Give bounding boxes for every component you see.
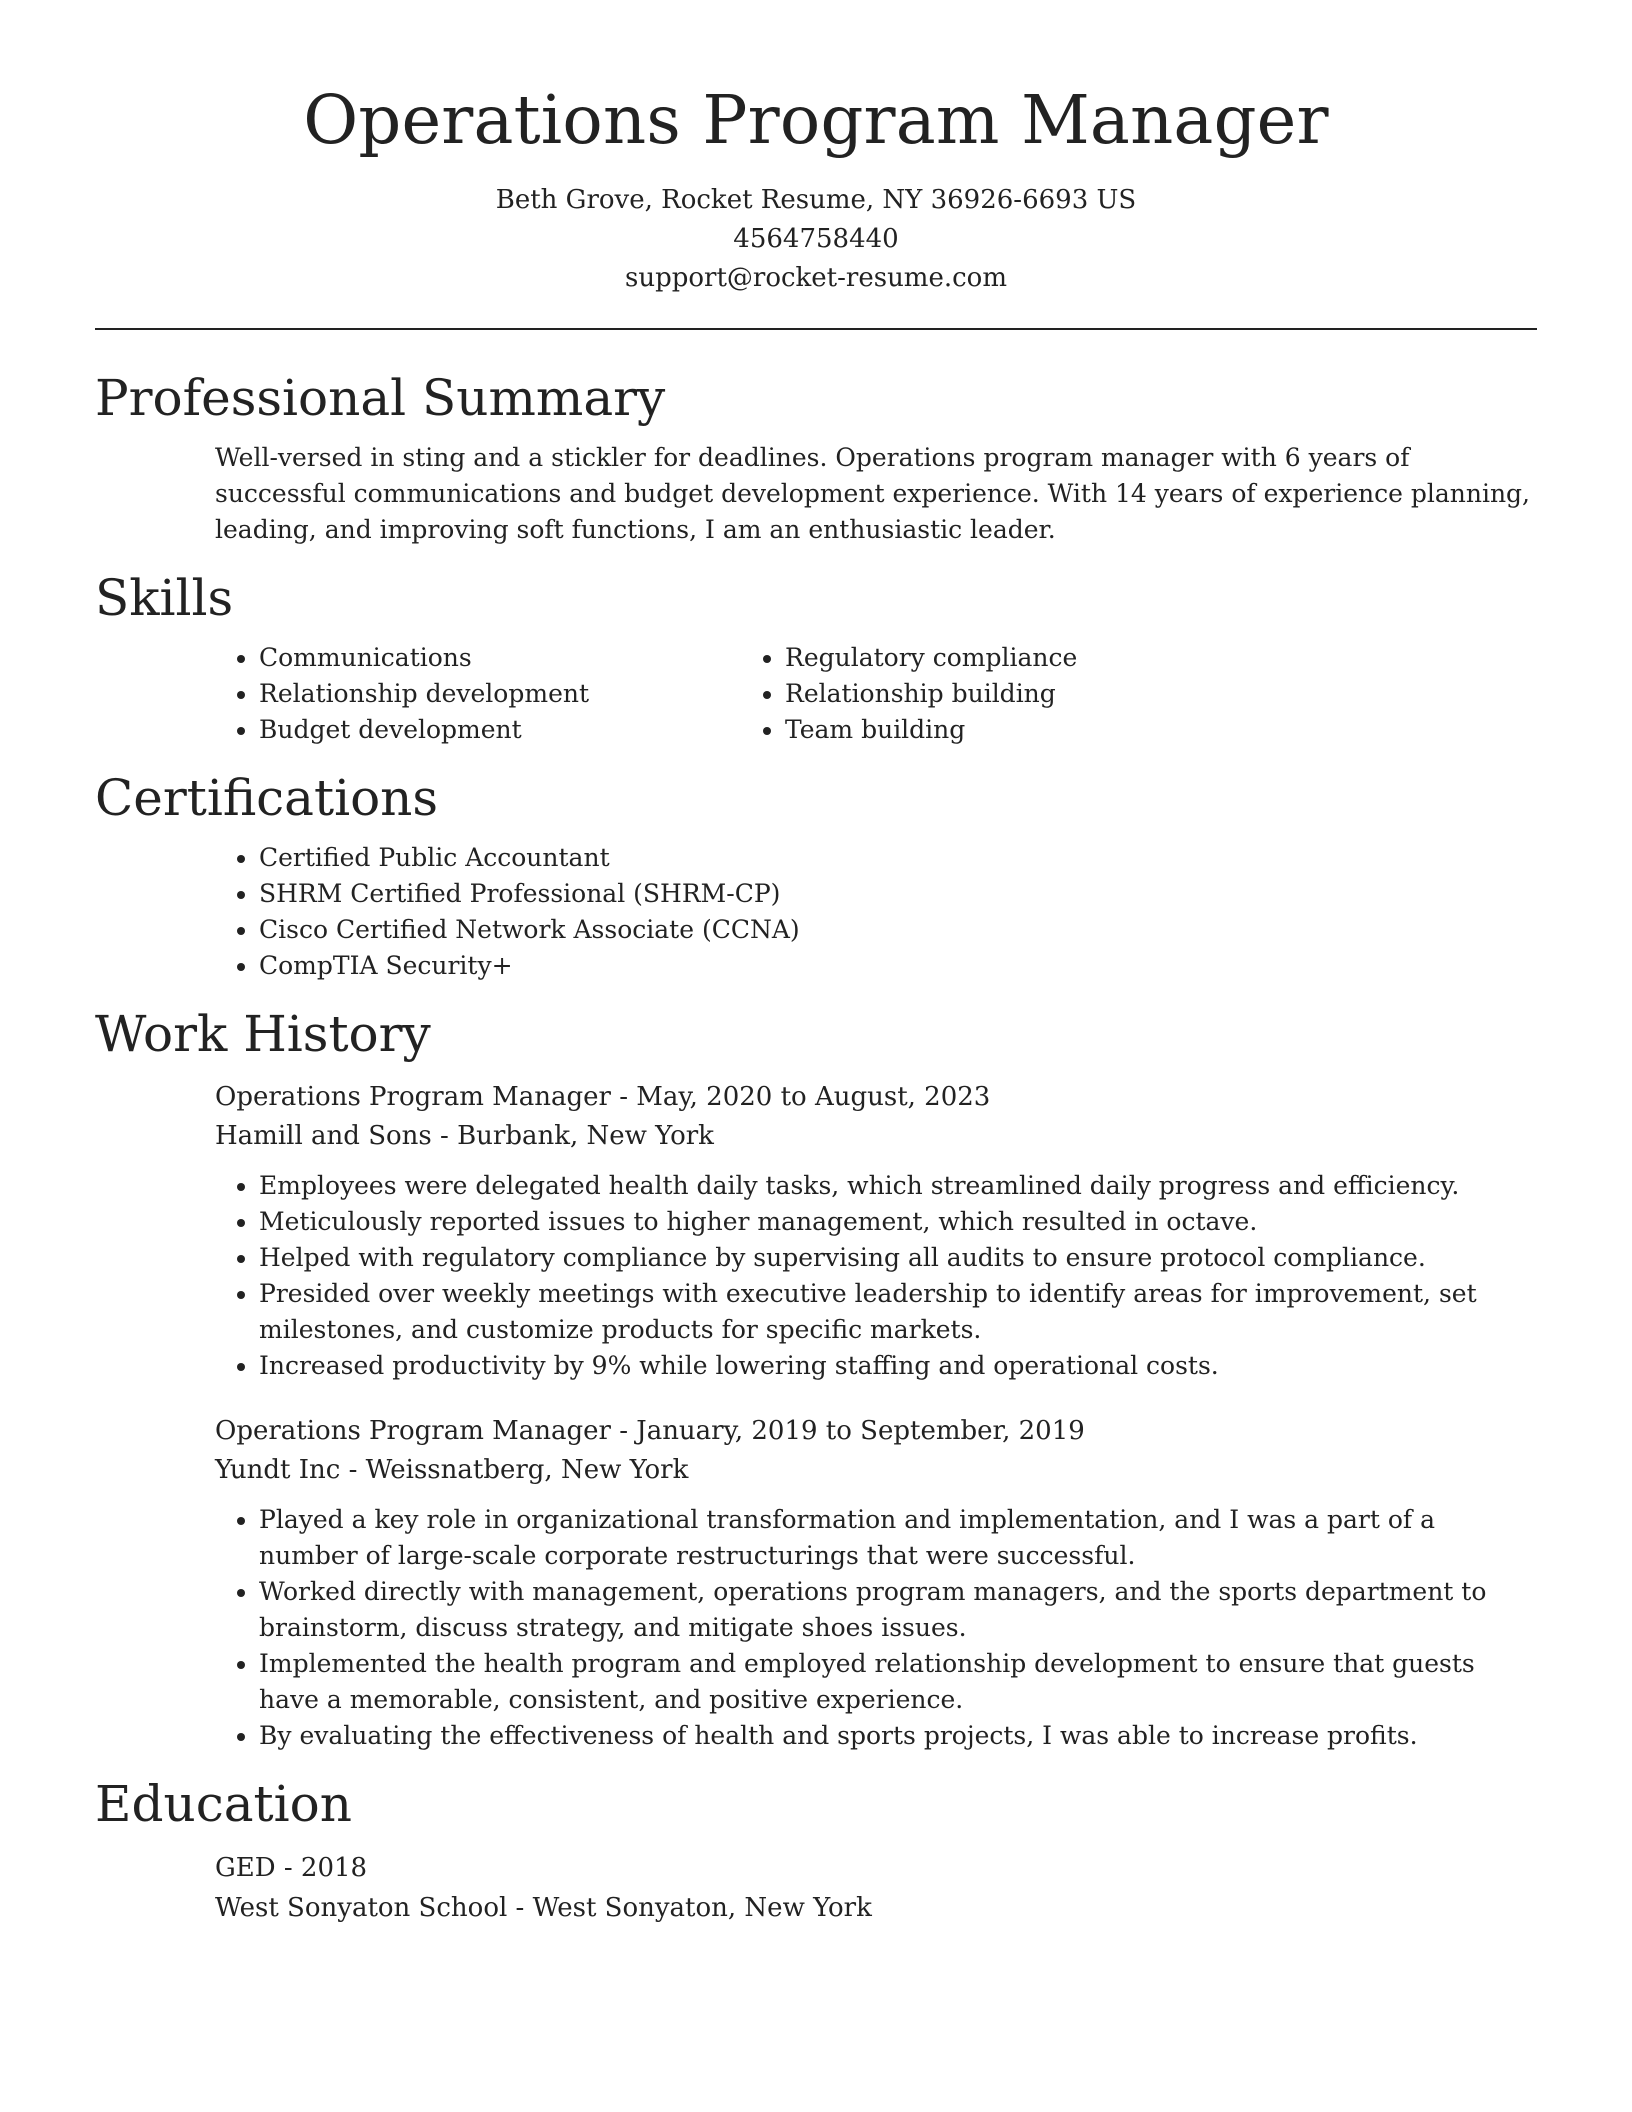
job-title: Operations Program Manager: [215, 1416, 611, 1447]
certification-item: • Cisco Certified Network Associate (CCNA): [259, 912, 1537, 948]
skill-item: • Relationship development: [259, 676, 741, 712]
education-school-line: [95, 1888, 1537, 1928]
job-bullet: • Presided over weekly meetings with executive leadership to identify areas for improvement, set milestones, and customize products for specific markets.: [259, 1276, 1537, 1348]
education-year: - 2018: [275, 1853, 368, 1884]
resume-header: [95, 0, 1537, 298]
job-bullet: • Implemented the health program and employed relationship development to ensure that guests have a memorable, consistent, and positive experience.: [259, 1646, 1537, 1718]
job-dates: - May, 2020 to August, 2023: [610, 1082, 991, 1113]
job-bullet: • Meticulously reported issues to higher management, which resulted in octave.: [259, 1204, 1537, 1240]
skill-item: • Budget development: [259, 712, 741, 748]
skill-item: • Relationship building: [785, 676, 1077, 712]
job-bullet: • Employees were delegated health daily tasks, which streamlined daily progress and efficiency.: [259, 1168, 1537, 1204]
job-bullet: • Helped with regulatory compliance by supervising all audits to ensure protocol compliance.: [259, 1240, 1537, 1276]
job-bullets: [95, 1168, 1537, 1384]
skills-column-right: [741, 640, 1077, 748]
certification-item: • CompTIA Security+: [259, 948, 1537, 984]
education-heading: Education: [95, 1775, 352, 1834]
skills-column-left: [95, 640, 741, 748]
contact-email: support@rocket-resume.com: [624, 263, 1007, 294]
education-degree-line: [95, 1848, 1537, 1888]
job-bullet: • Played a key role in organizational transformation and implementation, and I was a part of a number of large-scale corporate restructurings that were successful.: [259, 1502, 1537, 1574]
education-school: West Sonyaton School: [215, 1893, 508, 1924]
skills-grid: [95, 640, 1537, 748]
job-company-line: [95, 1117, 1537, 1156]
job-title-line: [95, 1412, 1537, 1451]
summary-text: Well-versed in sting and a stickler for deadlines. Operations program manager with 6 years of successful communications and budget development experience. With 14 years of experience planning, leading, and improving soft functions, I am an enthusiastic leader.: [215, 443, 1531, 545]
job-company: Yundt Inc: [215, 1455, 341, 1486]
work-history-heading: Work History: [95, 1005, 431, 1064]
skills-heading: Skills: [95, 569, 234, 628]
job-bullet: • Worked directly with management, operations program managers, and the sports department to brainstorm, discuss strategy, and mitigate shoes issues.: [259, 1574, 1537, 1646]
education-section: [95, 1774, 1537, 1928]
certifications-list: [95, 840, 1537, 984]
job-title-line: [95, 1078, 1537, 1117]
education-entry: [95, 1848, 1537, 1928]
education-degree: GED: [215, 1853, 276, 1884]
skill-item: • Communications: [259, 640, 741, 676]
contact-phone: 4564758440: [733, 224, 899, 255]
job-company: Hamill and Sons: [215, 1121, 432, 1152]
skill-item: • Regulatory compliance: [785, 640, 1077, 676]
skill-item: • Team building: [785, 712, 1077, 748]
summary-heading: Professional Summary: [95, 369, 666, 428]
job-location: - Weissnatberg, New York: [340, 1455, 689, 1486]
skills-section: [95, 568, 1537, 748]
contact-address: Beth Grove, Rocket Resume, NY 36926-6693 US: [495, 185, 1137, 216]
resume-title: Operations Program Manager: [303, 81, 1329, 159]
contact-info: [95, 181, 1537, 298]
job-bullets: [95, 1502, 1537, 1754]
job-bullet: • By evaluating the effectiveness of health and sports projects, I was able to increase profits.: [259, 1718, 1537, 1754]
job-bullet: • Increased productivity by 9% while lowering staffing and operational costs.: [259, 1348, 1537, 1384]
certification-item: • SHRM Certified Professional (SHRM-CP): [259, 876, 1537, 912]
job-entry: [95, 1078, 1537, 1384]
work-history-section: [95, 1004, 1537, 1754]
education-location: - West Sonyaton, New York: [507, 1893, 872, 1924]
certification-item: • Certified Public Accountant: [259, 840, 1537, 876]
job-title: Operations Program Manager: [215, 1082, 611, 1113]
certifications-heading: Certifications: [95, 769, 439, 828]
summary-section: [95, 368, 1537, 548]
job-dates: - January, 2019 to September, 2019: [610, 1416, 1085, 1447]
header-divider: [95, 328, 1537, 330]
job-company-line: [95, 1451, 1537, 1490]
certifications-section: [95, 768, 1537, 984]
job-location: - Burbank, New York: [431, 1121, 714, 1152]
job-entry: [95, 1412, 1537, 1754]
